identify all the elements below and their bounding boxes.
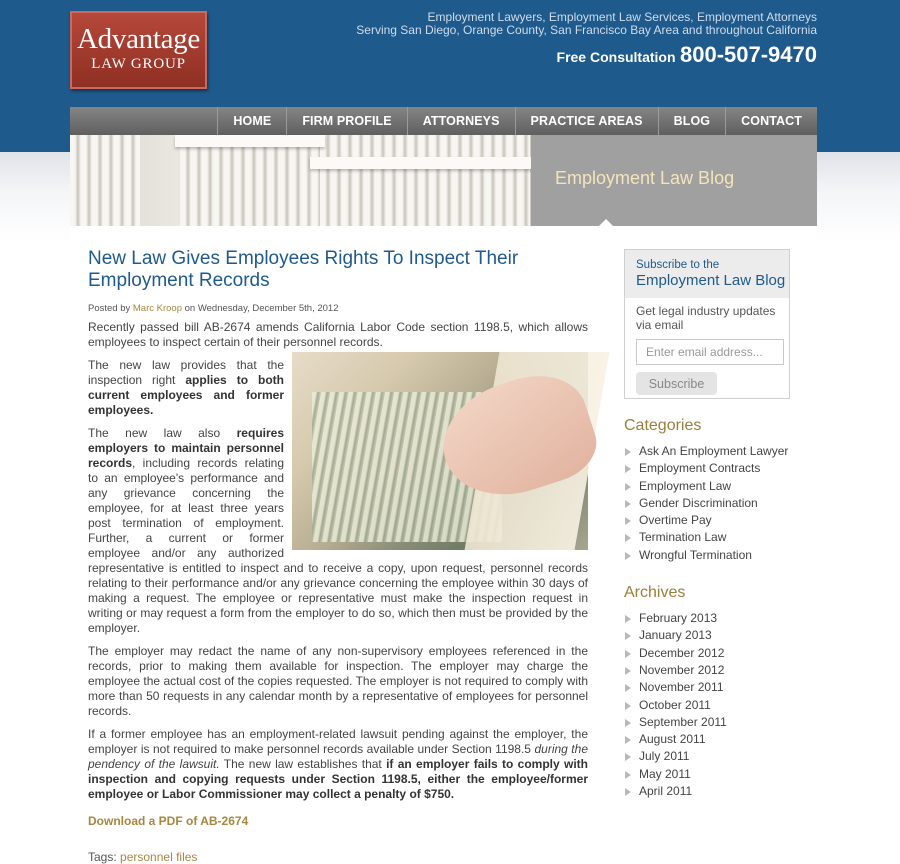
category-item[interactable]: Overtime Pay bbox=[624, 512, 790, 529]
site-logo[interactable] bbox=[70, 11, 207, 89]
para2-bold: applies to both current employees and former employees. bbox=[88, 373, 284, 417]
nav-practice-areas[interactable]: PRACTICE AREAS bbox=[515, 107, 658, 135]
archives-title: Archives bbox=[624, 584, 686, 602]
para5-text-a: If a former employee has an employment-related lawsuit pending against the employer, the employer is not required to make personnel records available under Section 1198.5 bbox=[88, 727, 588, 756]
archive-item[interactable]: January 2013 bbox=[624, 627, 790, 644]
header-contact bbox=[356, 11, 817, 68]
subscribe-box bbox=[624, 249, 790, 399]
download-pdf-link[interactable]: Download a PDF of AB-2674 bbox=[88, 814, 249, 828]
archive-item[interactable]: December 2012 bbox=[624, 645, 790, 662]
para3-text-a: The new law also bbox=[88, 426, 221, 440]
nav-firm-profile[interactable]: FIRM PROFILE bbox=[286, 107, 406, 135]
tagline-areas: Serving San Diego, Orange County, San Francisco Bay Area and throughout California bbox=[356, 23, 817, 37]
blog-post bbox=[88, 248, 588, 864]
meta-prefix: Posted by bbox=[88, 303, 131, 314]
category-item[interactable]: Employment Law bbox=[624, 478, 790, 495]
file-cabinet-photo bbox=[292, 352, 588, 550]
category-item[interactable]: Termination Law bbox=[624, 529, 790, 546]
nav-contact[interactable]: CONTACT bbox=[725, 107, 817, 135]
tags-label: Tags: bbox=[88, 850, 117, 864]
consultation-row bbox=[356, 42, 817, 68]
para3-text-c: , including records relating to an employee's performance and any grievance concerning the employee, for at least three years post termination of employment. Further, a current or former employee and/or any authorized representative is entitled to inspect and to receive a copy, upon request, personnel records relating to their performance and/or any grievance concerning the employee within 30 days of making a request. The employee or representative must make the inspection request in writing or may request a form from the employer to do so, which then must be provided by the employer. bbox=[88, 456, 588, 635]
archive-item[interactable]: November 2012 bbox=[624, 662, 790, 679]
category-item[interactable]: Employment Contracts bbox=[624, 460, 790, 477]
author-link[interactable]: Marc Kroop bbox=[132, 303, 182, 314]
archive-item[interactable]: September 2011 bbox=[624, 714, 790, 731]
subscribe-description: Get legal industry updates via email bbox=[636, 304, 776, 332]
categories-title: Categories bbox=[624, 417, 702, 434]
nav-blog[interactable]: BLOG bbox=[658, 107, 726, 135]
para5-italic: during the pendency of the lawsuit. bbox=[88, 742, 588, 771]
main-navigation bbox=[70, 107, 817, 135]
categories-list bbox=[624, 443, 790, 564]
meta-date: on Wednesday, December 5th, 2012 bbox=[184, 303, 339, 314]
archives-list bbox=[624, 610, 790, 800]
subscribe-header bbox=[625, 250, 789, 298]
post-paragraph-1: Recently passed bill AB-2674 amends California Labor Code section 1198.5, which allows employees to inspect certain of their personnel records. bbox=[88, 320, 588, 349]
nav-home[interactable]: HOME bbox=[217, 107, 286, 135]
tag-link[interactable]: personnel files bbox=[120, 850, 198, 864]
archive-item[interactable]: May 2011 bbox=[624, 766, 790, 783]
archive-item[interactable]: November 2011 bbox=[624, 679, 790, 696]
post-title[interactable]: New Law Gives Employees Rights To Inspect Their Employment Records bbox=[88, 248, 519, 291]
archive-item[interactable]: February 2013 bbox=[624, 610, 790, 627]
logo-line2: LAW GROUP bbox=[91, 56, 186, 72]
para5-bold: if an employer fails to comply with inspection and copying requests under Section 1198.5, either the employee/former employee or Labor Commissioner may collect a penalty of $750. bbox=[88, 757, 588, 801]
archive-item[interactable]: July 2011 bbox=[624, 748, 790, 765]
post-meta bbox=[88, 303, 588, 314]
logo-line1: Advantage bbox=[77, 23, 200, 55]
tagline-services: Employment Lawyers, Employment Law Services, Employment Attorneys bbox=[427, 10, 817, 24]
para2-text: The new law provides that the inspection right bbox=[88, 358, 284, 387]
archive-item[interactable]: October 2011 bbox=[624, 697, 790, 714]
banner-title: Employment Law Blog bbox=[555, 168, 735, 188]
para3-bold: requires employers to maintain personnel records bbox=[88, 426, 284, 470]
banner-title-panel bbox=[531, 135, 817, 226]
email-input[interactable] bbox=[636, 339, 784, 365]
subscribe-line2: Employment Law Blog bbox=[636, 272, 786, 289]
free-consultation-label: Free Consultation bbox=[556, 49, 676, 65]
subscribe-button[interactable]: Subscribe bbox=[636, 372, 717, 395]
archive-item[interactable]: April 2011 bbox=[624, 783, 790, 800]
phone-number[interactable]: 800-507-9470 bbox=[679, 42, 817, 67]
page-banner bbox=[70, 135, 817, 226]
content-area bbox=[70, 226, 817, 864]
category-item[interactable]: Ask An Employment Lawyer bbox=[624, 443, 790, 460]
sidebar bbox=[624, 249, 790, 800]
post-paragraph-5 bbox=[88, 727, 588, 802]
category-item[interactable]: Wrongful Termination bbox=[624, 547, 790, 564]
nav-attorneys[interactable]: ATTORNEYS bbox=[407, 107, 515, 135]
archive-item[interactable]: August 2011 bbox=[624, 731, 790, 748]
category-item[interactable]: Gender Discrimination bbox=[624, 495, 790, 512]
post-tags bbox=[88, 850, 588, 864]
para5-text-c: The new law establishes that bbox=[223, 757, 382, 771]
columns-image bbox=[70, 135, 531, 226]
subscribe-line1: Subscribe to the bbox=[636, 259, 720, 271]
post-paragraph-4: The employer may redact the name of any non-supervisory employees referenced in the records, prior to making them available for inspection. The employer may charge the employee the actual cost of the copies requested. The employer is not required to comply with more than 50 requests in any calendar month by a representative of employees for personnel records. bbox=[88, 644, 588, 718]
